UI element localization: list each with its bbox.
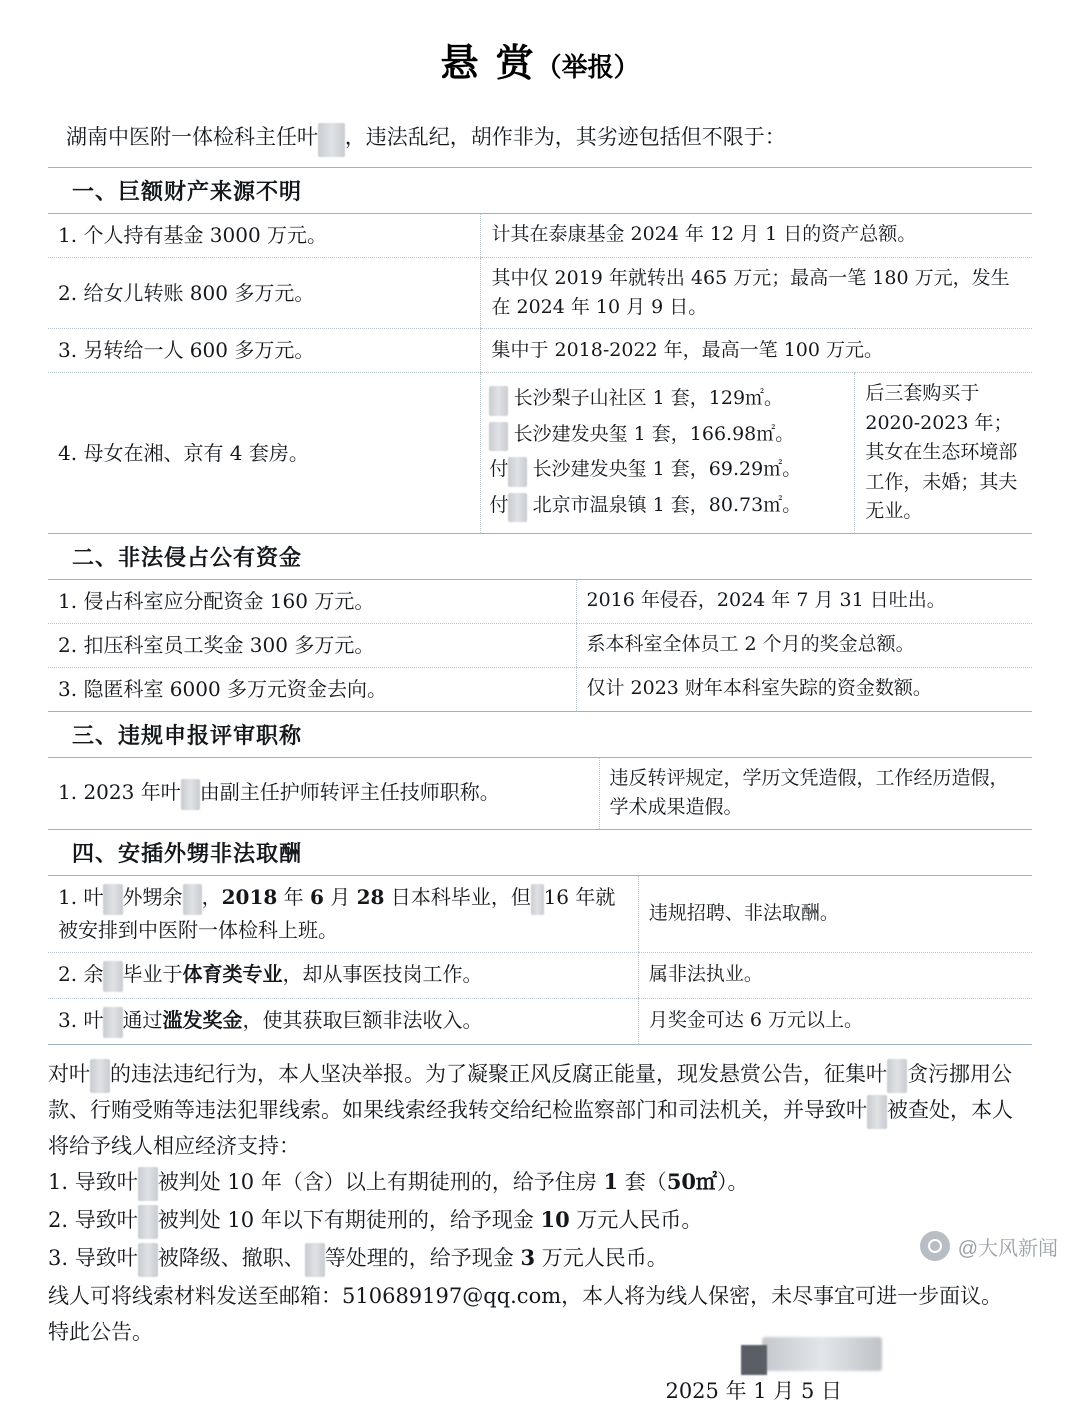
- row-label: 3. 隐匿科室 6000 多万元资金去向。: [58, 676, 388, 701]
- row-label: 1. 个人持有基金 3000 万元。: [48, 214, 481, 258]
- section-heading-2: 二、非法侵占公有资金: [48, 533, 1032, 580]
- row-detail: 系本科室全体员工 2 个月的奖金总额。: [576, 623, 1032, 667]
- table-row: [48, 952, 1032, 998]
- list-item: 付 长沙建发央玺 1 套，69.29㎡。: [481, 453, 854, 488]
- redaction-block: [183, 884, 202, 915]
- houses-list: [481, 373, 855, 533]
- redaction-block: [138, 1167, 158, 1201]
- table-row: [48, 758, 1032, 829]
- table-row-houses: [48, 373, 1032, 533]
- title-main: 悬 赏: [440, 40, 536, 85]
- redaction-block: [138, 1205, 158, 1239]
- intro-pre: 湖南中医附一体检科主任叶: [66, 125, 318, 149]
- row-detail: 集中于 2018-2022 年，最高一笔 100 万元。: [481, 329, 1032, 373]
- redaction-block: [508, 493, 526, 522]
- table-row: [48, 257, 1032, 329]
- section-heading-4: 四、安插外甥非法取酬: [48, 829, 1032, 876]
- house-text: 长沙梨子山社区 1 套，129㎡。: [513, 387, 784, 410]
- intro-paragraph: [66, 121, 1032, 157]
- house-text: 北京市温泉镇 1 套，80.73㎡。: [532, 493, 802, 516]
- intro-post: ，违法乱纪，胡作非为，其劣迹包括但不限于：: [344, 125, 786, 149]
- reward-item: 1. 导致叶 被判处 10 年（含）以上有期徒刑的，给予住房 1 套（50㎡）。: [48, 1165, 1032, 1201]
- redaction-block: [489, 386, 507, 415]
- row-label: 1. 侵占科室应分配资金 160 万元。: [48, 580, 576, 624]
- row-detail: 2016 年侵吞，2024 年 7 月 31 日吐出。: [576, 580, 1032, 624]
- row-detail: 仅计 2023 财年本科室失踪的资金数额。: [576, 667, 1032, 711]
- row-label: 3. 另转给一人 600 多万元。: [48, 329, 481, 373]
- redaction-block: [318, 123, 345, 157]
- section-table-3: [48, 758, 1032, 829]
- table-row: [48, 623, 1032, 667]
- redaction-block: [508, 457, 526, 486]
- redaction-block: [305, 1243, 325, 1277]
- row-label: 1. 叶 外甥余 ，2018 年 6 月 28 日本科毕业，但 16 年就被安排到中医附一体检科上班。: [48, 876, 638, 953]
- watermark-label: @大风新闻: [957, 1237, 1058, 1260]
- reward-item: 3. 导致叶 被降级、撤职、 等处理的，给予现金 3 万元人民币。: [48, 1241, 1032, 1277]
- stamp-redaction: [741, 1345, 767, 1375]
- list-item: 付 北京市温泉镇 1 套，80.73㎡。: [481, 489, 854, 524]
- table-row: [48, 329, 1032, 373]
- row-detail: 违反转评规定，学历文凭造假，工作经历造假，学术成果造假。: [599, 758, 1032, 829]
- redaction-block: [103, 884, 122, 915]
- closing-paragraph: 对叶 的违法违纪行为，本人坚决举报。为了凝聚正风反腐正能量，现发悬赏公告，征集叶 贪污挪用公款、行贿受贿等违法犯罪线索。如果线索经我转交给纪检监察部门和司法机关，并导致叶 被查处，本人将给予线人相应经济支持：: [48, 1057, 1032, 1163]
- redaction-block: [531, 884, 544, 915]
- redaction-block: [887, 1059, 907, 1093]
- row-label: 2. 给女儿转账 800 多万元。: [48, 257, 481, 329]
- table-row: [48, 580, 1032, 624]
- row-label: 4. 母女在湘、京有 4 套房。: [58, 440, 309, 465]
- section-table-2: [48, 580, 1032, 711]
- row-label: 1. 2023 年叶 由副主任护师转评主任技师职称。: [48, 758, 599, 829]
- redaction-block: [138, 1243, 158, 1277]
- contact-line: 线人可将线索材料发送至邮箱：510689197@qq.com，本人将为线人保密，未尽事宜可进一步面议。: [48, 1283, 1003, 1308]
- redaction-block: [181, 779, 200, 810]
- logo-icon: [920, 1231, 950, 1261]
- redaction-block: [103, 1007, 122, 1038]
- row-label: 2. 扣压科室员工奖金 300 多万元。: [48, 623, 576, 667]
- section-heading-3: 三、违规申报评审职称: [48, 711, 1032, 758]
- row-detail: 属非法执业。: [638, 952, 1032, 998]
- list-item: [481, 418, 854, 453]
- notice-line: 特此公告。: [48, 1319, 153, 1344]
- redaction-block: [103, 961, 122, 992]
- house-text: 长沙建发央玺 1 套，166.98㎡。: [513, 422, 795, 445]
- date-text: 2025 年 1 月 5 日: [665, 1378, 842, 1403]
- houses-note: 后三套购买于 2020-2023 年；其女在生态环境部工作，未婚；其夫无业。: [855, 373, 1032, 533]
- redaction-block: [489, 422, 507, 451]
- house-text: 长沙建发央玺 1 套，69.29㎡。: [532, 458, 802, 481]
- section-divider: [48, 1044, 1032, 1045]
- row-label: 3. 叶 通过滥发奖金，使其获取巨额非法收入。: [48, 998, 638, 1044]
- table-row: [48, 667, 1032, 711]
- closing-block: [48, 1057, 1032, 1349]
- row-detail: 计其在泰康基金 2024 年 12 月 1 日的资产总额。: [481, 214, 1032, 258]
- section-heading-1: 一、巨额财产来源不明: [48, 167, 1032, 214]
- row-detail: 违规招聘、非法取酬。: [638, 876, 1032, 953]
- row-detail: 其中仅 2019 年就转出 465 万元；最高一笔 180 万元，发生在 2024 年 10 月 9 日。: [481, 257, 1032, 329]
- date-line: [48, 1375, 1032, 1405]
- row-detail: 月奖金可达 6 万元以上。: [638, 998, 1032, 1044]
- page-title: [48, 32, 1032, 87]
- signature-redaction: [762, 1337, 882, 1371]
- row-label: 2. 余 毕业于体育类专业，却从事医技岗工作。: [48, 952, 638, 998]
- watermark: [920, 1231, 1058, 1261]
- redaction-block: [867, 1095, 887, 1129]
- table-row: [48, 214, 1032, 258]
- table-row: [48, 876, 1032, 953]
- redaction-block: [90, 1059, 110, 1093]
- list-item: [481, 382, 854, 417]
- reward-item: 2. 导致叶 被判处 10 年以下有期徒刑的，给予现金 10 万元人民币。: [48, 1203, 1032, 1239]
- table-row: [48, 998, 1032, 1044]
- title-sub: （举报）: [535, 53, 640, 83]
- section-table-1: [48, 214, 1032, 533]
- section-table-4: [48, 876, 1032, 1044]
